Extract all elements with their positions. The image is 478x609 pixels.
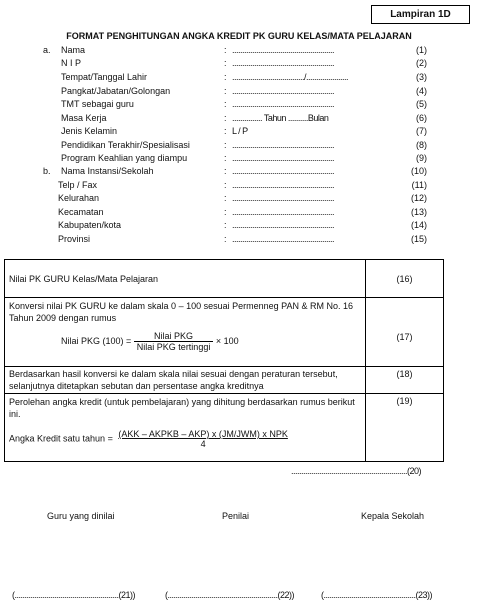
field-label: Nama Instansi/Sekolah bbox=[61, 166, 154, 176]
field-label: Program Keahlian yang diampu bbox=[61, 153, 188, 163]
field-number: (15) bbox=[410, 234, 427, 244]
row-pk-value-label: Nilai PK GURU Kelas/Mata Pelajaran bbox=[5, 260, 366, 298]
field-value[interactable]: ..................................../..................... bbox=[232, 72, 349, 82]
field-label: N I P bbox=[61, 58, 82, 68]
field-label: Pendidikan Terakhir/Spesialisasi bbox=[61, 140, 190, 150]
field-value[interactable]: ................................................... bbox=[232, 180, 335, 190]
table-row bbox=[5, 394, 444, 462]
field-number: (12) bbox=[410, 193, 427, 203]
field-number: (7) bbox=[416, 126, 427, 136]
document-title: FORMAT PENGHITUNGAN ANGKA KREDIT PK GURU KELAS/MATA PELAJARAN bbox=[66, 31, 412, 41]
field-label: Kabupaten/kota bbox=[58, 220, 122, 230]
field-colon: : bbox=[224, 234, 227, 244]
field-label: Tempat/Tanggal Lahir bbox=[61, 72, 148, 82]
field-number: (10) bbox=[410, 166, 427, 176]
field-number: (3) bbox=[416, 72, 427, 82]
field-colon: : bbox=[224, 153, 227, 163]
lampiran-box: Lampiran 1D bbox=[371, 5, 470, 24]
section-b-marker: b. bbox=[43, 166, 51, 176]
field-colon: : bbox=[224, 86, 227, 96]
field-number: (8) bbox=[416, 140, 427, 150]
field-label: Pangkat/Jabatan/Golongan bbox=[61, 86, 171, 96]
signature-line-penilai: (.......................................................(22)) bbox=[165, 590, 295, 600]
credit-formula-fraction bbox=[115, 429, 291, 449]
field-colon: : bbox=[224, 220, 227, 230]
field-value[interactable]: ................................................... bbox=[232, 58, 335, 68]
field-number: (11) bbox=[411, 180, 427, 190]
formula-fraction bbox=[134, 331, 214, 352]
field-number: (2) bbox=[416, 58, 427, 68]
field-colon: : bbox=[224, 58, 227, 68]
field-value[interactable]: ................................................... bbox=[232, 140, 335, 150]
field-value[interactable]: ................................................... bbox=[232, 193, 335, 203]
field-label: Provinsi bbox=[58, 234, 91, 244]
field-number: (6) bbox=[416, 113, 427, 123]
signatory-guru: Guru yang dinilai bbox=[47, 511, 115, 521]
row-conversion-number: (17) bbox=[366, 298, 444, 367]
signature-line-kepala: (..............................................(23)) bbox=[321, 590, 433, 600]
section-a-marker: a. bbox=[43, 45, 51, 55]
credit-formula-label: Angka Kredit satu tahun = bbox=[9, 433, 113, 444]
signatory-penilai: Penilai bbox=[222, 511, 250, 521]
field-value[interactable]: L / P bbox=[232, 126, 248, 136]
formula-left: Nilai PKG (100) = bbox=[61, 335, 132, 346]
field-label: Masa Kerja bbox=[61, 113, 107, 123]
credit-formula bbox=[9, 429, 361, 449]
field-number: (1) bbox=[416, 45, 427, 55]
field-label: Nama bbox=[61, 45, 86, 55]
row-conversion-cell bbox=[5, 298, 366, 367]
table-row bbox=[5, 260, 444, 298]
field-label: Telp / Fax bbox=[58, 180, 98, 190]
field-colon: : bbox=[224, 140, 227, 150]
field-colon: : bbox=[224, 45, 227, 55]
field-number: (14) bbox=[410, 220, 427, 230]
row-credit-cell bbox=[5, 394, 366, 462]
field-colon: : bbox=[224, 207, 227, 217]
fraction-numerator: Nilai PKG bbox=[134, 331, 214, 342]
field-label: TMT sebagai guru bbox=[61, 99, 134, 109]
field-value[interactable]: ................................................... bbox=[232, 234, 335, 244]
field-value[interactable]: ................................................... bbox=[232, 166, 335, 176]
conversion-text: Konversi nilai PK GURU ke dalam skala 0 – 100 sesuai Permenneg PAN & RM No. 16 Tahun 2009 dengan rumus bbox=[9, 301, 353, 323]
table-row bbox=[5, 298, 444, 367]
field-colon: : bbox=[224, 99, 227, 109]
field-value[interactable]: ................................................... bbox=[232, 99, 335, 109]
field-value[interactable]: ................................................... bbox=[232, 207, 335, 217]
field-value[interactable]: ............... Tahun ..........Bulan bbox=[232, 113, 329, 123]
conversion-formula bbox=[9, 331, 361, 352]
row-credit-number: (19) bbox=[366, 394, 444, 462]
row-designation-text: Berdasarkan hasil konversi ke dalam skala nilai sesuai dengan peraturan tersebut, selanjutnya ditetapkan sebutan dan persentase angka kreditnya bbox=[5, 367, 366, 394]
field-colon: : bbox=[224, 72, 227, 82]
field-value[interactable]: ................................................... bbox=[232, 220, 335, 230]
field-number: (13) bbox=[410, 207, 427, 217]
field-value[interactable]: ................................................... bbox=[232, 153, 335, 163]
credit-text: Perolehan angka kredit (untuk pembelajaran) yang dihitung berdasarkan rumus berikut ini. bbox=[9, 397, 355, 419]
row-designation-number: (18) bbox=[366, 367, 444, 394]
field-number: (4) bbox=[416, 86, 427, 96]
signature-line-guru: (....................................................(21)) bbox=[12, 590, 136, 600]
table-row bbox=[5, 367, 444, 394]
field-value[interactable]: ................................................... bbox=[232, 45, 335, 55]
field-colon: : bbox=[224, 193, 227, 203]
credit-calculation-table bbox=[4, 259, 444, 462]
credit-denominator: 4 bbox=[200, 439, 206, 449]
credit-numerator: (AKK – AKPKB – AKP) x (JM/JWM) x NPK bbox=[118, 429, 288, 439]
fraction-denominator: Nilai PKG tertinggi bbox=[136, 342, 211, 352]
field-label: Kelurahan bbox=[58, 193, 100, 203]
formula-right: × 100 bbox=[215, 335, 239, 346]
field-colon: : bbox=[224, 180, 227, 190]
field-colon: : bbox=[224, 166, 227, 176]
field-colon: : bbox=[224, 126, 227, 136]
field-colon: : bbox=[224, 113, 227, 123]
field-number: (9) bbox=[416, 153, 427, 163]
row-pk-value-number: (16) bbox=[366, 260, 444, 298]
field-value[interactable]: ................................................... bbox=[232, 86, 335, 96]
field-label: Kecamatan bbox=[58, 207, 104, 217]
field-number: (5) bbox=[416, 99, 427, 109]
signatory-kepala: Kepala Sekolah bbox=[361, 511, 425, 521]
date-line: ..........................................................(20) bbox=[291, 466, 422, 476]
field-label: Jenis Kelamin bbox=[61, 126, 118, 136]
